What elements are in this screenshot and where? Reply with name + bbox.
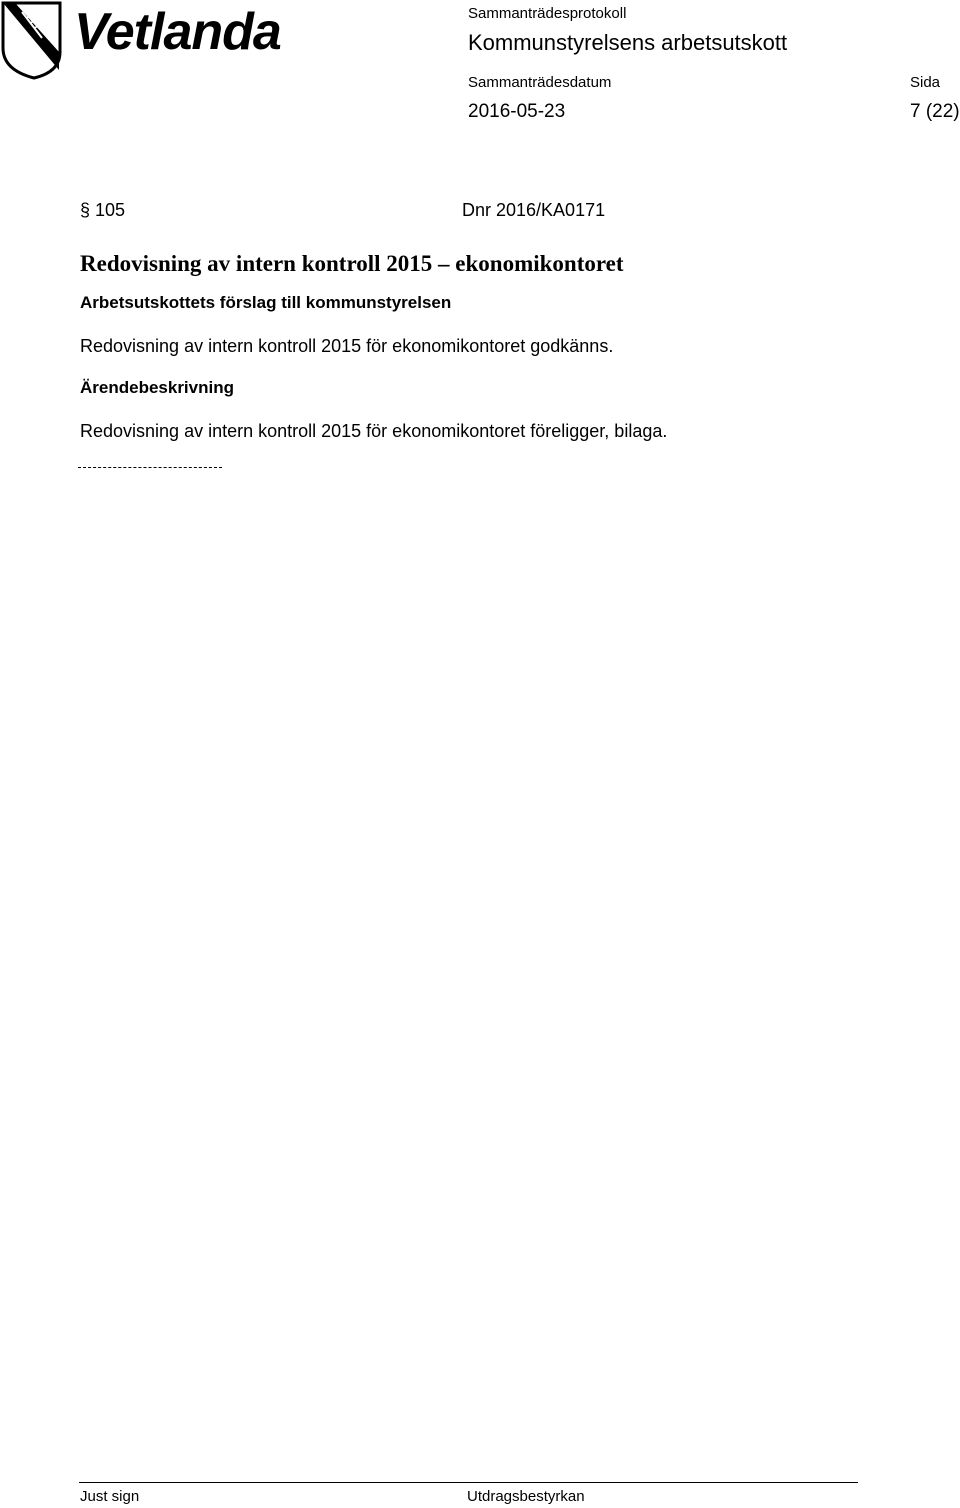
meeting-date-label: Sammanträdesdatum bbox=[468, 74, 612, 91]
diary-number: Dnr 2016/KA0171 bbox=[462, 200, 606, 220]
utdragsbestyrkan-label: Utdragsbestyrkan bbox=[467, 1488, 585, 1505]
page-number: 7 (22) bbox=[910, 101, 960, 122]
municipality-name: Vetlanda bbox=[74, 3, 281, 61]
just-sign-label: Just sign bbox=[80, 1488, 140, 1505]
protocol-type: Sammanträdesprotokoll bbox=[468, 5, 627, 22]
paragraph-number: § 105 bbox=[80, 200, 126, 220]
footer-divider bbox=[79, 1482, 858, 1483]
page-label: Sida bbox=[910, 74, 941, 91]
decision-text: Redovisning av intern kontroll 2015 för ekonomikontoret godkänns. bbox=[80, 336, 614, 356]
committee-name: Kommunstyrelsens arbetsutskott bbox=[468, 30, 788, 55]
description-heading: Ärendebeskrivning bbox=[80, 378, 234, 397]
item-title: Redovisning av intern kontroll 2015 – ekonomikontoret bbox=[80, 251, 624, 276]
proposal-heading: Arbetsutskottets förslag till kommunstyrelsen bbox=[80, 293, 452, 312]
meeting-date: 2016-05-23 bbox=[468, 101, 566, 122]
municipality-logo bbox=[0, 0, 290, 80]
section-end-divider bbox=[78, 467, 222, 468]
description-text: Redovisning av intern kontroll 2015 för ekonomikontoret föreligger, bilaga. bbox=[80, 421, 668, 441]
